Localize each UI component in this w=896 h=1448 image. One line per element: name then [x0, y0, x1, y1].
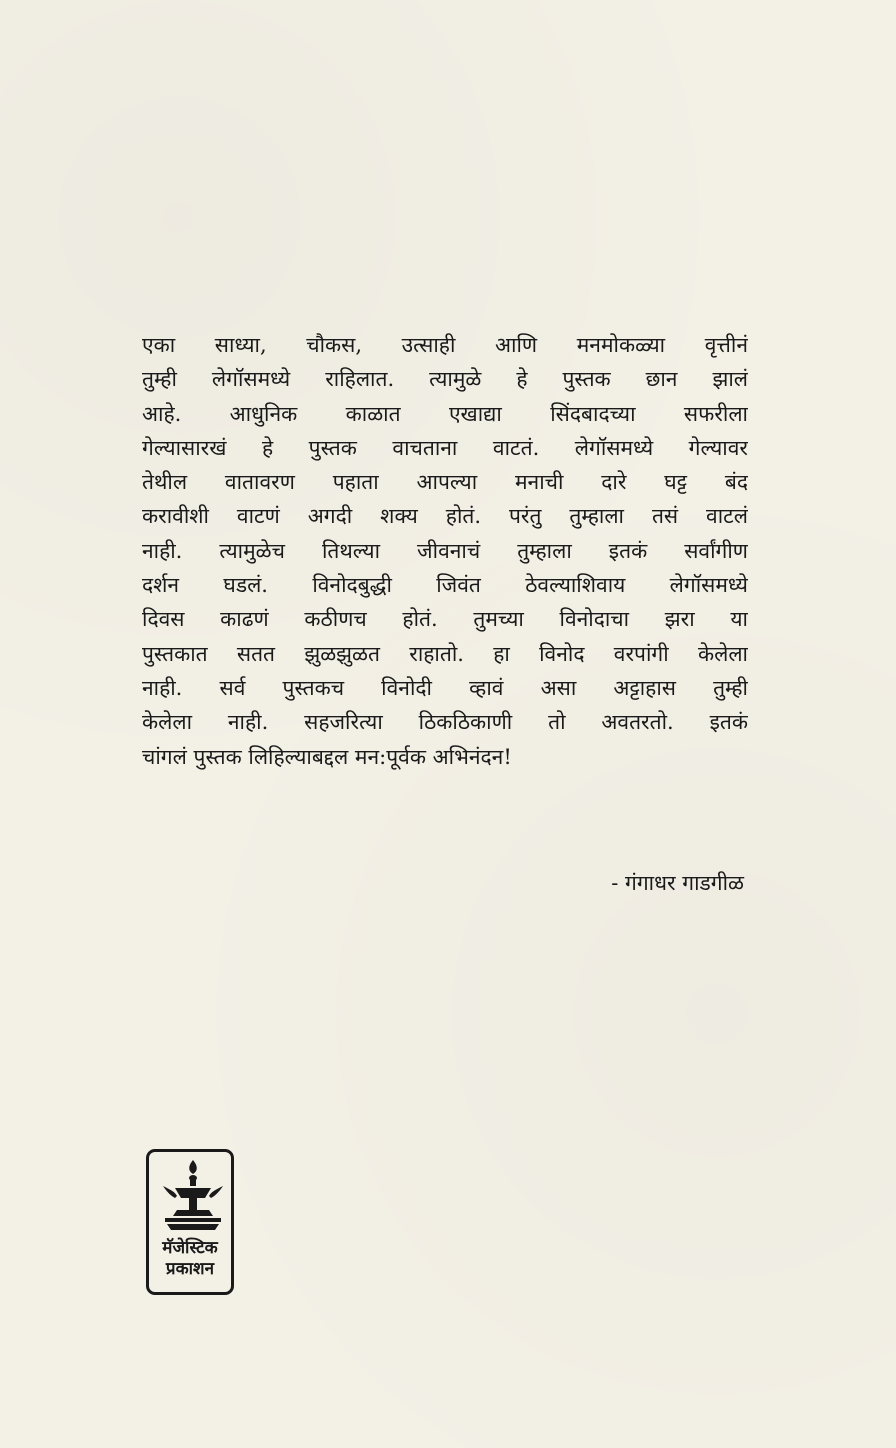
blurb-line: तेथील वातावरण पहाता आपल्या मनाची दारे घट्ट बंद	[142, 470, 748, 495]
blurb-line: गेल्यासारखं हे पुस्तक वाचताना वाटतं. लेगॉसमध्ये गेल्यावर	[142, 435, 748, 460]
blurb-line: दर्शन घडलं. विनोदबुद्धी जिवंत ठेवल्याशिवाय लेगॉसमध्ये	[142, 573, 748, 598]
blurb-line: केलेला नाही. सहजरित्या ठिकठिकाणी तो अवतरतो. इतकं	[142, 710, 748, 735]
blurb-line: पुस्तकात सतत झुळझुळत राहातो. हा विनोद वरपांगी केलेला	[142, 641, 748, 666]
blurb-line: चांगलं पुस्तक लिहिल्याबद्दल मन:पूर्वक अभिनंदन!	[142, 744, 512, 769]
blurb-text	[142, 328, 748, 774]
blurb-line: नाही. त्यामुळेच तिथल्या जीवनाचं तुम्हाला इतकं सर्वांगीण	[142, 538, 748, 563]
publisher-name-line2: प्रकाशन	[165, 1259, 215, 1279]
blurb-line: दिवस काढणं कठीणच होतं. तुमच्या विनोदाचा झरा या	[142, 607, 748, 632]
blurb-line: आहे. आधुनिक काळात एखाद्या सिंदबादच्या सफरीला	[142, 401, 748, 426]
publisher-name-line1: मॅजेस्टिक	[162, 1238, 218, 1258]
lamp-icon	[155, 1156, 231, 1236]
blurb-line: करावीशी वाटणं अगदी शक्य होतं. परंतु तुम्हाला तसं वाटलं	[142, 504, 748, 529]
publisher-logo	[146, 1149, 234, 1295]
blurb-line: एका साध्या, चौकस, उत्साही आणि मनमोकळ्या वृत्तीनं	[142, 333, 748, 357]
author-signature: - गंगाधर गाडगीळ	[611, 871, 744, 895]
blurb-line: तुम्ही लेगॉसमध्ये राहिलात. त्यामुळे हे पुस्तक छान झालं	[142, 367, 748, 392]
blurb-line: नाही. सर्व पुस्तकच विनोदी व्हावं असा अट्टाहास तुम्ही	[142, 675, 748, 700]
